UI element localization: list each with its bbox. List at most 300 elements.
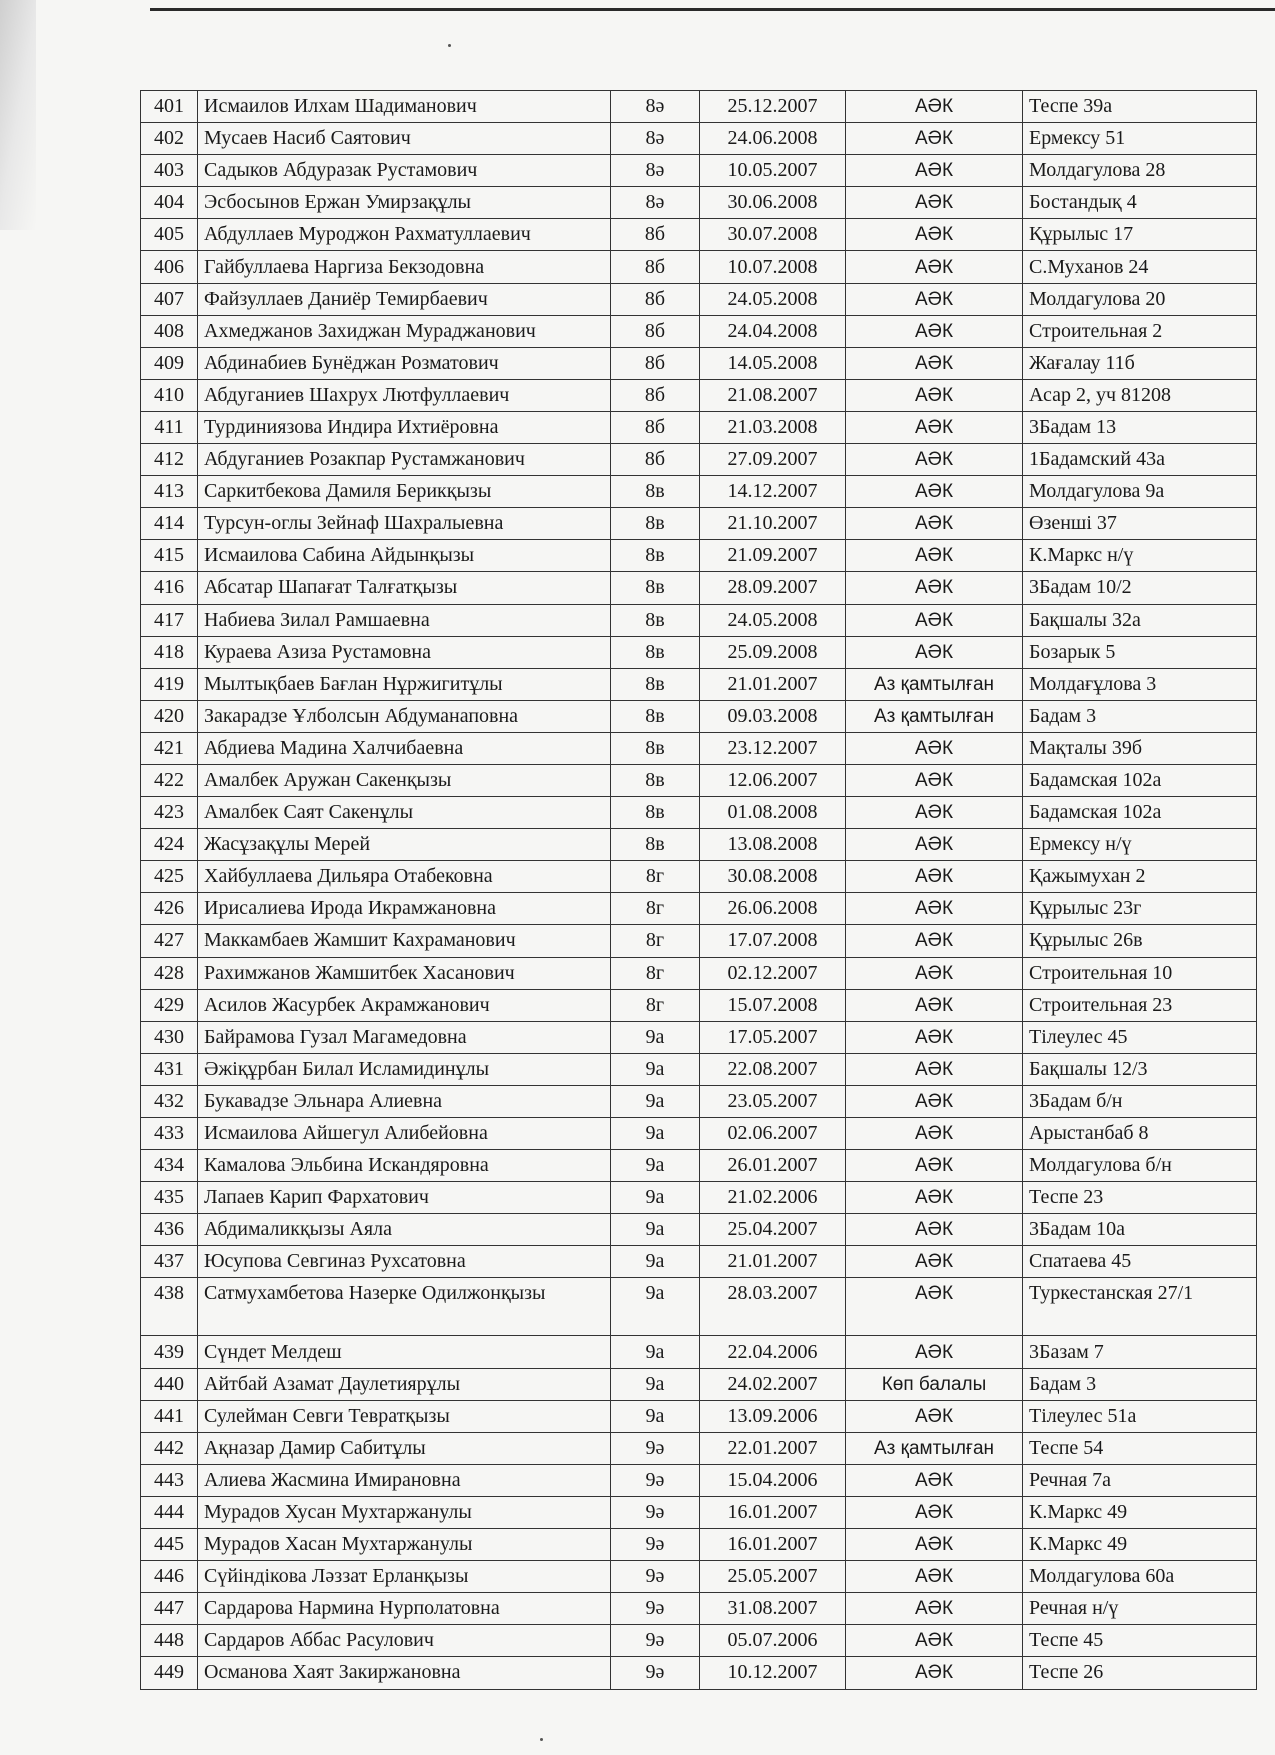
status-category: АӘК	[846, 1496, 1023, 1528]
class-grade: 9ә	[611, 1496, 700, 1528]
class-grade: 8б	[611, 347, 700, 379]
class-grade: 9ә	[611, 1529, 700, 1561]
student-name: Эсбосынов Ержан Умирзақұлы	[198, 187, 611, 219]
student-name: Сардаров Аббас Расулович	[198, 1625, 611, 1657]
status-category: АӘК	[846, 155, 1023, 187]
student-name: Байрамова Гузал Магамедовна	[198, 1021, 611, 1053]
student-name: Абдуллаев Муроджон Рахматуллаевич	[198, 219, 611, 251]
status-category: АӘК	[846, 1464, 1023, 1496]
table-row	[141, 1053, 1257, 1085]
home-address: Ермексу 51	[1023, 123, 1257, 155]
row-number: 448	[141, 1625, 198, 1657]
class-grade: 8ә	[611, 187, 700, 219]
birth-date: 22.01.2007	[700, 1432, 846, 1464]
class-grade: 9а	[611, 1400, 700, 1432]
row-number: 444	[141, 1496, 198, 1528]
home-address: Құрылыс 26в	[1023, 925, 1257, 957]
status-category: АӘК	[846, 1053, 1023, 1085]
class-grade: 8б	[611, 411, 700, 443]
table-row	[141, 1593, 1257, 1625]
row-number: 411	[141, 411, 198, 443]
roster-body	[141, 91, 1257, 1690]
home-address: Молдағұлова 3	[1023, 668, 1257, 700]
row-number: 419	[141, 668, 198, 700]
status-category: АӘК	[846, 861, 1023, 893]
birth-date: 05.07.2006	[700, 1625, 846, 1657]
class-grade: 8б	[611, 315, 700, 347]
status-category: АӘК	[846, 1657, 1023, 1689]
birth-date: 31.08.2007	[700, 1593, 846, 1625]
table-row	[141, 411, 1257, 443]
table-row	[141, 1182, 1257, 1214]
table-row	[141, 1085, 1257, 1117]
birth-date: 23.05.2007	[700, 1085, 846, 1117]
class-grade: 9а	[611, 1085, 700, 1117]
home-address: 3Базам 7	[1023, 1336, 1257, 1368]
birth-date: 09.03.2008	[700, 700, 846, 732]
birth-date: 21.10.2007	[700, 508, 846, 540]
class-grade: 8в	[611, 668, 700, 700]
home-address: Ермексу н/ү	[1023, 829, 1257, 861]
status-category: АӘК	[846, 1021, 1023, 1053]
status-category: АӘК	[846, 540, 1023, 572]
class-grade: 8г	[611, 957, 700, 989]
table-row	[141, 251, 1257, 283]
class-grade: 8б	[611, 251, 700, 283]
table-row	[141, 1368, 1257, 1400]
student-name: Кураева Азиза Рустамовна	[198, 636, 611, 668]
student-name: Хайбуллаева Дильяра Отабековна	[198, 861, 611, 893]
status-category: АӘК	[846, 123, 1023, 155]
class-grade: 9ә	[611, 1657, 700, 1689]
row-number: 445	[141, 1529, 198, 1561]
row-number: 435	[141, 1182, 198, 1214]
table-row	[141, 1464, 1257, 1496]
home-address: 3Бадам 10/2	[1023, 572, 1257, 604]
birth-date: 25.12.2007	[700, 91, 846, 123]
table-row	[141, 1529, 1257, 1561]
student-name: Әжіқұрбан Билал Исламидинұлы	[198, 1053, 611, 1085]
class-grade: 9а	[611, 1368, 700, 1400]
birth-date: 02.12.2007	[700, 957, 846, 989]
home-address: Молдагулова 9а	[1023, 476, 1257, 508]
student-name: Сулейман Севги Тевратқызы	[198, 1400, 611, 1432]
home-address: Жағалау 11б	[1023, 347, 1257, 379]
row-number: 449	[141, 1657, 198, 1689]
home-address: Теспе 39а	[1023, 91, 1257, 123]
birth-date: 13.08.2008	[700, 829, 846, 861]
status-category: Аз қамтылған	[846, 700, 1023, 732]
student-name: Ахмеджанов Захиджан Мураджанович	[198, 315, 611, 347]
home-address: Строительная 2	[1023, 315, 1257, 347]
row-number: 420	[141, 700, 198, 732]
birth-date: 10.07.2008	[700, 251, 846, 283]
home-address: Теспе 23	[1023, 1182, 1257, 1214]
home-address: Молдагулова 60а	[1023, 1561, 1257, 1593]
student-name: Камалова Эльбина Искандяровна	[198, 1150, 611, 1182]
class-grade: 8в	[611, 636, 700, 668]
row-number: 413	[141, 476, 198, 508]
status-category: Аз қамтылған	[846, 1432, 1023, 1464]
home-address: Тілеулес 51а	[1023, 1400, 1257, 1432]
student-name: Амалбек Саят Сакенұлы	[198, 797, 611, 829]
status-category: АӘК	[846, 1085, 1023, 1117]
class-grade: 8ә	[611, 123, 700, 155]
student-name: Амалбек Аружан Сакенқызы	[198, 764, 611, 796]
student-name: Рахимжанов Жамшитбек Хасанович	[198, 957, 611, 989]
birth-date: 25.05.2007	[700, 1561, 846, 1593]
status-category: АӘК	[846, 1625, 1023, 1657]
table-row	[141, 1246, 1257, 1278]
home-address: Бозарык 5	[1023, 636, 1257, 668]
row-number: 412	[141, 444, 198, 476]
status-category: АӘК	[846, 379, 1023, 411]
class-grade: 8г	[611, 893, 700, 925]
status-category: АӘК	[846, 1118, 1023, 1150]
status-category: АӘК	[846, 315, 1023, 347]
birth-date: 21.02.2006	[700, 1182, 846, 1214]
student-name: Ирисалиева Ирода Икрамжановна	[198, 893, 611, 925]
student-name: Абсатар Шапағат Талғатқызы	[198, 572, 611, 604]
row-number: 433	[141, 1118, 198, 1150]
birth-date: 22.04.2006	[700, 1336, 846, 1368]
class-grade: 9а	[611, 1278, 700, 1336]
class-grade: 8ә	[611, 155, 700, 187]
birth-date: 14.05.2008	[700, 347, 846, 379]
student-name: Садыков Абдуразак Рустамович	[198, 155, 611, 187]
home-address: С.Муханов 24	[1023, 251, 1257, 283]
table-row	[141, 1118, 1257, 1150]
student-name: Набиева Зилал Рамшаевна	[198, 604, 611, 636]
status-category: АӘК	[846, 764, 1023, 796]
birth-date: 26.01.2007	[700, 1150, 846, 1182]
student-roster-table	[140, 90, 1257, 1690]
table-row	[141, 123, 1257, 155]
row-number: 414	[141, 508, 198, 540]
table-row	[141, 1625, 1257, 1657]
birth-date: 26.06.2008	[700, 893, 846, 925]
table-row	[141, 1432, 1257, 1464]
birth-date: 21.01.2007	[700, 668, 846, 700]
home-address: Речная 7а	[1023, 1464, 1257, 1496]
table-row	[141, 1021, 1257, 1053]
class-grade: 9а	[611, 1150, 700, 1182]
table-row	[141, 572, 1257, 604]
class-grade: 9а	[611, 1336, 700, 1368]
student-name: Саркитбекова Дамиля Берикқызы	[198, 476, 611, 508]
student-name: Мурадов Хусан Мухтаржанулы	[198, 1496, 611, 1528]
status-category: АӘК	[846, 251, 1023, 283]
birth-date: 12.06.2007	[700, 764, 846, 796]
status-category: АӘК	[846, 411, 1023, 443]
home-address: Асар 2, уч 81208	[1023, 379, 1257, 411]
table-row	[141, 861, 1257, 893]
home-address: 3Бадам 13	[1023, 411, 1257, 443]
row-number: 437	[141, 1246, 198, 1278]
status-category: АӘК	[846, 1336, 1023, 1368]
birth-date: 30.08.2008	[700, 861, 846, 893]
table-row	[141, 1336, 1257, 1368]
table-row	[141, 379, 1257, 411]
class-grade: 8в	[611, 572, 700, 604]
class-grade: 8в	[611, 732, 700, 764]
scan-fold-shadow	[0, 0, 36, 230]
birth-date: 24.05.2008	[700, 604, 846, 636]
student-name: Османова Хаят Закиржановна	[198, 1657, 611, 1689]
class-grade: 9а	[611, 1053, 700, 1085]
status-category: АӘК	[846, 925, 1023, 957]
birth-date: 13.09.2006	[700, 1400, 846, 1432]
student-name: Исмаилов Илхам Шадиманович	[198, 91, 611, 123]
birth-date: 23.12.2007	[700, 732, 846, 764]
birth-date: 16.01.2007	[700, 1496, 846, 1528]
birth-date: 22.08.2007	[700, 1053, 846, 1085]
row-number: 436	[141, 1214, 198, 1246]
student-name: Маккамбаев Жамшит Кахраманович	[198, 925, 611, 957]
birth-date: 21.09.2007	[700, 540, 846, 572]
row-number: 408	[141, 315, 198, 347]
table-row	[141, 1150, 1257, 1182]
class-grade: 8г	[611, 925, 700, 957]
home-address: Бадамская 102а	[1023, 797, 1257, 829]
row-number: 442	[141, 1432, 198, 1464]
table-row	[141, 315, 1257, 347]
row-number: 401	[141, 91, 198, 123]
table-row	[141, 829, 1257, 861]
status-category: Аз қамтылған	[846, 668, 1023, 700]
status-category: АӘК	[846, 1593, 1023, 1625]
class-grade: 8г	[611, 989, 700, 1021]
class-grade: 8б	[611, 444, 700, 476]
row-number: 432	[141, 1085, 198, 1117]
home-address: Құрылыс 17	[1023, 219, 1257, 251]
home-address: К.Маркс 49	[1023, 1496, 1257, 1528]
birth-date: 21.01.2007	[700, 1246, 846, 1278]
home-address: Бадамская 102а	[1023, 764, 1257, 796]
status-category: АӘК	[846, 957, 1023, 989]
home-address: Бақшалы 32а	[1023, 604, 1257, 636]
class-grade: 9ә	[611, 1625, 700, 1657]
row-number: 416	[141, 572, 198, 604]
birth-date: 30.06.2008	[700, 187, 846, 219]
status-category: АӘК	[846, 1150, 1023, 1182]
birth-date: 28.09.2007	[700, 572, 846, 604]
table-row	[141, 764, 1257, 796]
student-name: Мылтықбаев Бағлан Нұржигитұлы	[198, 668, 611, 700]
student-name: Юсупова Севгиназ Рухсатовна	[198, 1246, 611, 1278]
status-category: АӘК	[846, 572, 1023, 604]
birth-date: 21.08.2007	[700, 379, 846, 411]
home-address: Бадам 3	[1023, 1368, 1257, 1400]
row-number: 429	[141, 989, 198, 1021]
row-number: 426	[141, 893, 198, 925]
row-number: 403	[141, 155, 198, 187]
table-row	[141, 1561, 1257, 1593]
student-name: Жасұзақұлы Мерей	[198, 829, 611, 861]
table-row	[141, 604, 1257, 636]
student-name: Исмаилова Айшегул Алибейовна	[198, 1118, 611, 1150]
table-row	[141, 1400, 1257, 1432]
home-address: Теспе 26	[1023, 1657, 1257, 1689]
home-address: Бақшалы 12/3	[1023, 1053, 1257, 1085]
student-name: Мусаев Насиб Саятович	[198, 123, 611, 155]
birth-date: 02.06.2007	[700, 1118, 846, 1150]
table-row	[141, 957, 1257, 989]
class-grade: 8в	[611, 476, 700, 508]
birth-date: 17.05.2007	[700, 1021, 846, 1053]
home-address: Бадам 3	[1023, 700, 1257, 732]
home-address: Строительная 23	[1023, 989, 1257, 1021]
row-number: 423	[141, 797, 198, 829]
student-name: Алиева Жасмина Имирановна	[198, 1464, 611, 1496]
home-address: Молдагулова 28	[1023, 155, 1257, 187]
birth-date: 24.05.2008	[700, 283, 846, 315]
scan-speck	[540, 1738, 543, 1741]
home-address: Арыстанбаб 8	[1023, 1118, 1257, 1150]
class-grade: 9ә	[611, 1561, 700, 1593]
home-address: 3Бадам 10а	[1023, 1214, 1257, 1246]
birth-date: 15.07.2008	[700, 989, 846, 1021]
table-row	[141, 347, 1257, 379]
class-grade: 8в	[611, 797, 700, 829]
student-name: Абдуганиев Розакпар Рустамжанович	[198, 444, 611, 476]
status-category: АӘК	[846, 732, 1023, 764]
class-grade: 8б	[611, 219, 700, 251]
birth-date: 27.09.2007	[700, 444, 846, 476]
student-name: Сардарова Нармина Нурполатовна	[198, 1593, 611, 1625]
birth-date: 24.02.2007	[700, 1368, 846, 1400]
home-address: Бостандық 4	[1023, 187, 1257, 219]
status-category: АӘК	[846, 1278, 1023, 1336]
status-category: АӘК	[846, 829, 1023, 861]
row-number: 438	[141, 1278, 198, 1336]
birth-date: 16.01.2007	[700, 1529, 846, 1561]
status-category: АӘК	[846, 508, 1023, 540]
row-number: 422	[141, 764, 198, 796]
status-category: АӘК	[846, 797, 1023, 829]
birth-date: 25.04.2007	[700, 1214, 846, 1246]
class-grade: 8в	[611, 829, 700, 861]
status-category: АӘК	[846, 989, 1023, 1021]
page-top-edge	[150, 8, 1275, 11]
class-grade: 8ә	[611, 91, 700, 123]
home-address: Молдагулова 20	[1023, 283, 1257, 315]
row-number: 410	[141, 379, 198, 411]
table-row	[141, 476, 1257, 508]
table-row	[141, 797, 1257, 829]
class-grade: 8в	[611, 764, 700, 796]
status-category: АӘК	[846, 347, 1023, 379]
home-address: Строительная 10	[1023, 957, 1257, 989]
student-name: Сатмухамбетова Назерке Одилжонқызы	[198, 1278, 611, 1336]
row-number: 439	[141, 1336, 198, 1368]
birth-date: 14.12.2007	[700, 476, 846, 508]
status-category: АӘК	[846, 91, 1023, 123]
row-number: 407	[141, 283, 198, 315]
home-address: Өзенші 37	[1023, 508, 1257, 540]
birth-date: 24.06.2008	[700, 123, 846, 155]
status-category: АӘК	[846, 604, 1023, 636]
scan-speck	[448, 44, 451, 47]
row-number: 417	[141, 604, 198, 636]
table-row	[141, 1214, 1257, 1246]
home-address: К.Маркс н/ү	[1023, 540, 1257, 572]
student-name: Гайбуллаева Наргиза Бекзодовна	[198, 251, 611, 283]
table-row	[141, 1496, 1257, 1528]
table-row	[141, 444, 1257, 476]
table-row	[141, 925, 1257, 957]
class-grade: 8б	[611, 283, 700, 315]
class-grade: 9а	[611, 1118, 700, 1150]
home-address: Теспе 45	[1023, 1625, 1257, 1657]
home-address: Речная н/ү	[1023, 1593, 1257, 1625]
birth-date: 10.05.2007	[700, 155, 846, 187]
home-address: 1Бадамский 43а	[1023, 444, 1257, 476]
class-grade: 8в	[611, 700, 700, 732]
status-category: Көп балалы	[846, 1368, 1023, 1400]
table-row	[141, 540, 1257, 572]
status-category: АӘК	[846, 187, 1023, 219]
class-grade: 8г	[611, 861, 700, 893]
row-number: 431	[141, 1053, 198, 1085]
student-name: Турсун-оглы Зейнаф Шахралыевна	[198, 508, 611, 540]
row-number: 447	[141, 1593, 198, 1625]
student-name: Файзуллаев Даниёр Темирбаевич	[198, 283, 611, 315]
table-row	[141, 700, 1257, 732]
row-number: 415	[141, 540, 198, 572]
class-grade: 9а	[611, 1214, 700, 1246]
student-name: Букавадзе Эльнара Алиевна	[198, 1085, 611, 1117]
class-grade: 9а	[611, 1182, 700, 1214]
home-address: Қажымухан 2	[1023, 861, 1257, 893]
row-number: 406	[141, 251, 198, 283]
student-name: Сүйіндікова Ләззат Ерланқызы	[198, 1561, 611, 1593]
home-address: К.Маркс 49	[1023, 1529, 1257, 1561]
row-number: 405	[141, 219, 198, 251]
row-number: 409	[141, 347, 198, 379]
table-row	[141, 668, 1257, 700]
status-category: АӘК	[846, 444, 1023, 476]
row-number: 428	[141, 957, 198, 989]
class-grade: 9а	[611, 1246, 700, 1278]
table-row	[141, 1278, 1257, 1336]
status-category: АӘК	[846, 219, 1023, 251]
class-grade: 8в	[611, 508, 700, 540]
status-category: АӘК	[846, 636, 1023, 668]
row-number: 446	[141, 1561, 198, 1593]
birth-date: 30.07.2008	[700, 219, 846, 251]
row-number: 427	[141, 925, 198, 957]
row-number: 430	[141, 1021, 198, 1053]
birth-date: 15.04.2006	[700, 1464, 846, 1496]
row-number: 402	[141, 123, 198, 155]
status-category: АӘК	[846, 1561, 1023, 1593]
student-name: Асилов Жасурбек Акрамжанович	[198, 989, 611, 1021]
class-grade: 9ә	[611, 1464, 700, 1496]
home-address: Мақталы 39б	[1023, 732, 1257, 764]
student-name: Лапаев Карип Фархатович	[198, 1182, 611, 1214]
table-row	[141, 91, 1257, 123]
birth-date: 25.09.2008	[700, 636, 846, 668]
status-category: АӘК	[846, 1246, 1023, 1278]
table-row	[141, 1657, 1257, 1689]
row-number: 425	[141, 861, 198, 893]
row-number: 443	[141, 1464, 198, 1496]
home-address: Спатаева 45	[1023, 1246, 1257, 1278]
home-address: Молдагулова б/н	[1023, 1150, 1257, 1182]
row-number: 440	[141, 1368, 198, 1400]
home-address: Құрылыс 23г	[1023, 893, 1257, 925]
